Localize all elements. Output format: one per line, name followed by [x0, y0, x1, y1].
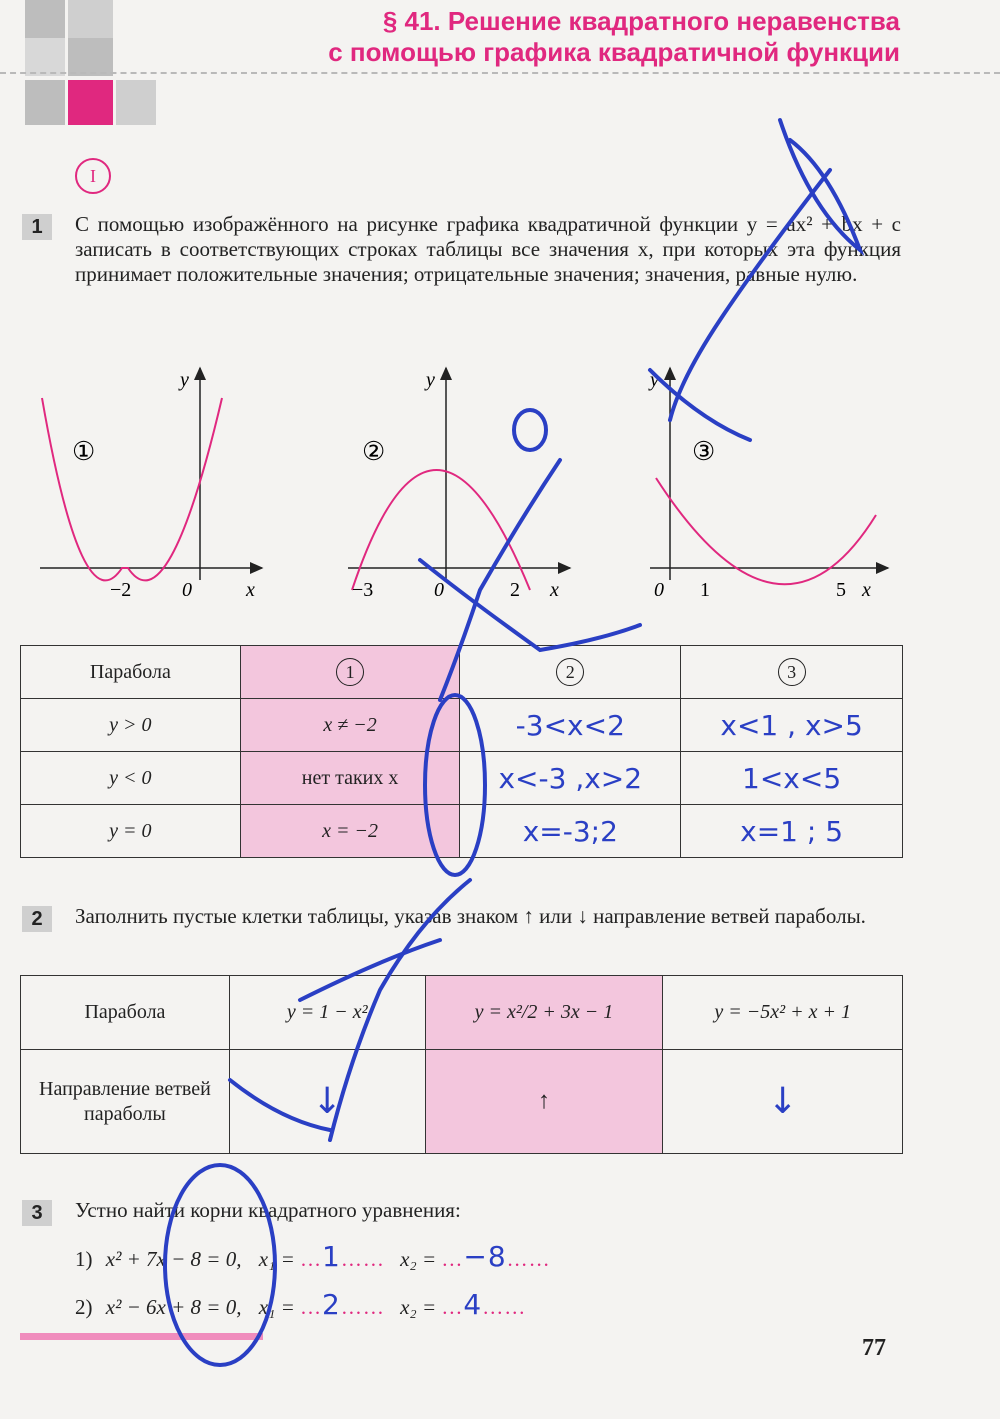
task3-text: Устно найти корни квадратного уравнения: [75, 1198, 461, 1222]
table-header-cell: y = −5x² + x + 1 [663, 976, 903, 1050]
table-header-cell: Парабола [21, 976, 230, 1050]
direction-cell: ↑ [425, 1050, 663, 1154]
table-header-cell: 1 [240, 646, 460, 699]
y-label: y [180, 369, 189, 391]
level-badge: I [75, 158, 111, 194]
condition-cell: y < 0 [21, 752, 241, 805]
table-header-cell: y = 1 − x² [229, 976, 425, 1050]
pen-stroke [230, 1080, 330, 1130]
answer-cell: x = −2 [240, 805, 460, 858]
pen-stroke [650, 370, 750, 440]
equation: x² + 7x − 8 = 0, [105, 1247, 242, 1271]
tick-label: −2 [110, 579, 132, 601]
condition-cell: y = 0 [21, 805, 241, 858]
pen-stroke [300, 940, 440, 1000]
task2-text: Заполнить пустые клетки таблицы, указав знаком ↑ или ↓ направление ветвей параболы. [75, 904, 866, 928]
section-title-line1: § 41. Решение квадратного неравенства [382, 6, 900, 36]
condition-cell: y > 0 [21, 699, 241, 752]
root-label: x₁ = [258, 1247, 295, 1271]
tick-label: 5 [836, 579, 846, 601]
root-label: x₁ = [258, 1295, 295, 1319]
item-label: 1) [75, 1247, 93, 1271]
table-header-cell: y = x²/2 + 3x − 1 [425, 976, 663, 1050]
root-label: x₂ = [400, 1295, 437, 1319]
pen-stroke [440, 460, 560, 700]
graph-number: ③ [692, 437, 716, 466]
pen-stroke [425, 695, 485, 875]
x-label: x [862, 579, 871, 601]
task-number: 1 [22, 214, 52, 240]
handwritten-answer[interactable]: -3<x<2 [460, 699, 681, 752]
y-label: y [650, 369, 659, 391]
handwritten-answer[interactable]: x<1 , x>5 [681, 699, 903, 752]
answer-blank[interactable]: …2…… [300, 1288, 385, 1321]
answer-blank[interactable]: …−8…… [441, 1240, 551, 1273]
answer-blank[interactable]: …1…… [300, 1240, 385, 1273]
table-header-cell: 2 [460, 646, 681, 699]
handwritten-answer[interactable]: x=1 ; 5 [681, 805, 903, 858]
handwritten-answer[interactable]: ↓ [229, 1050, 425, 1154]
x-label: x [246, 579, 255, 601]
handwritten-answer[interactable]: x=-3;2 [460, 805, 681, 858]
pen-stroke [670, 170, 830, 420]
task-number: 3 [22, 1200, 52, 1226]
graph-number: ① [72, 437, 96, 466]
x-label: x [550, 579, 559, 601]
tick-label: 0 [434, 579, 444, 601]
section-title-line2: с помощью графика квадратичной функции [328, 37, 900, 67]
handwritten-answer[interactable]: x<-3 ,x>2 [460, 752, 681, 805]
pen-stroke [514, 410, 546, 450]
tick-label: 0 [654, 579, 664, 601]
pen-stroke [165, 1165, 275, 1365]
page-number: 77 [862, 1335, 886, 1361]
answer-blank[interactable]: …4…… [441, 1288, 527, 1321]
equation: x² − 6x + 8 = 0, [105, 1295, 242, 1319]
item-label: 2) [75, 1295, 93, 1319]
answer-cell: нет таких x [240, 752, 460, 805]
pen-stroke [420, 560, 640, 650]
task-number: 2 [22, 906, 52, 932]
tick-label: 1 [700, 579, 710, 601]
handwritten-answer[interactable]: ↓ [663, 1050, 903, 1154]
tick-label: −3 [352, 579, 374, 601]
tick-label: 2 [510, 579, 520, 601]
pen-stroke [330, 880, 470, 1140]
graph-number: ② [362, 437, 386, 466]
table-header-cell: 3 [681, 646, 903, 699]
handwritten-answer[interactable]: 1<x<5 [681, 752, 903, 805]
answer-cell: x ≠ −2 [240, 699, 460, 752]
row-label: Направление ветвей параболы [21, 1050, 230, 1154]
y-label: y [426, 369, 435, 391]
table-header-cell: Парабола [21, 646, 241, 699]
tick-label: 0 [182, 579, 192, 601]
root-label: x₂ = [400, 1247, 437, 1271]
task1-text: С помощью изображённого на рисунке графика квадратичной функции y = ax² + bx + c записать в соответствующих строках таблицы все значения x, при которых эта функция принимает положительные значения; отрицательные значения; значения, равные нулю. [75, 212, 901, 286]
